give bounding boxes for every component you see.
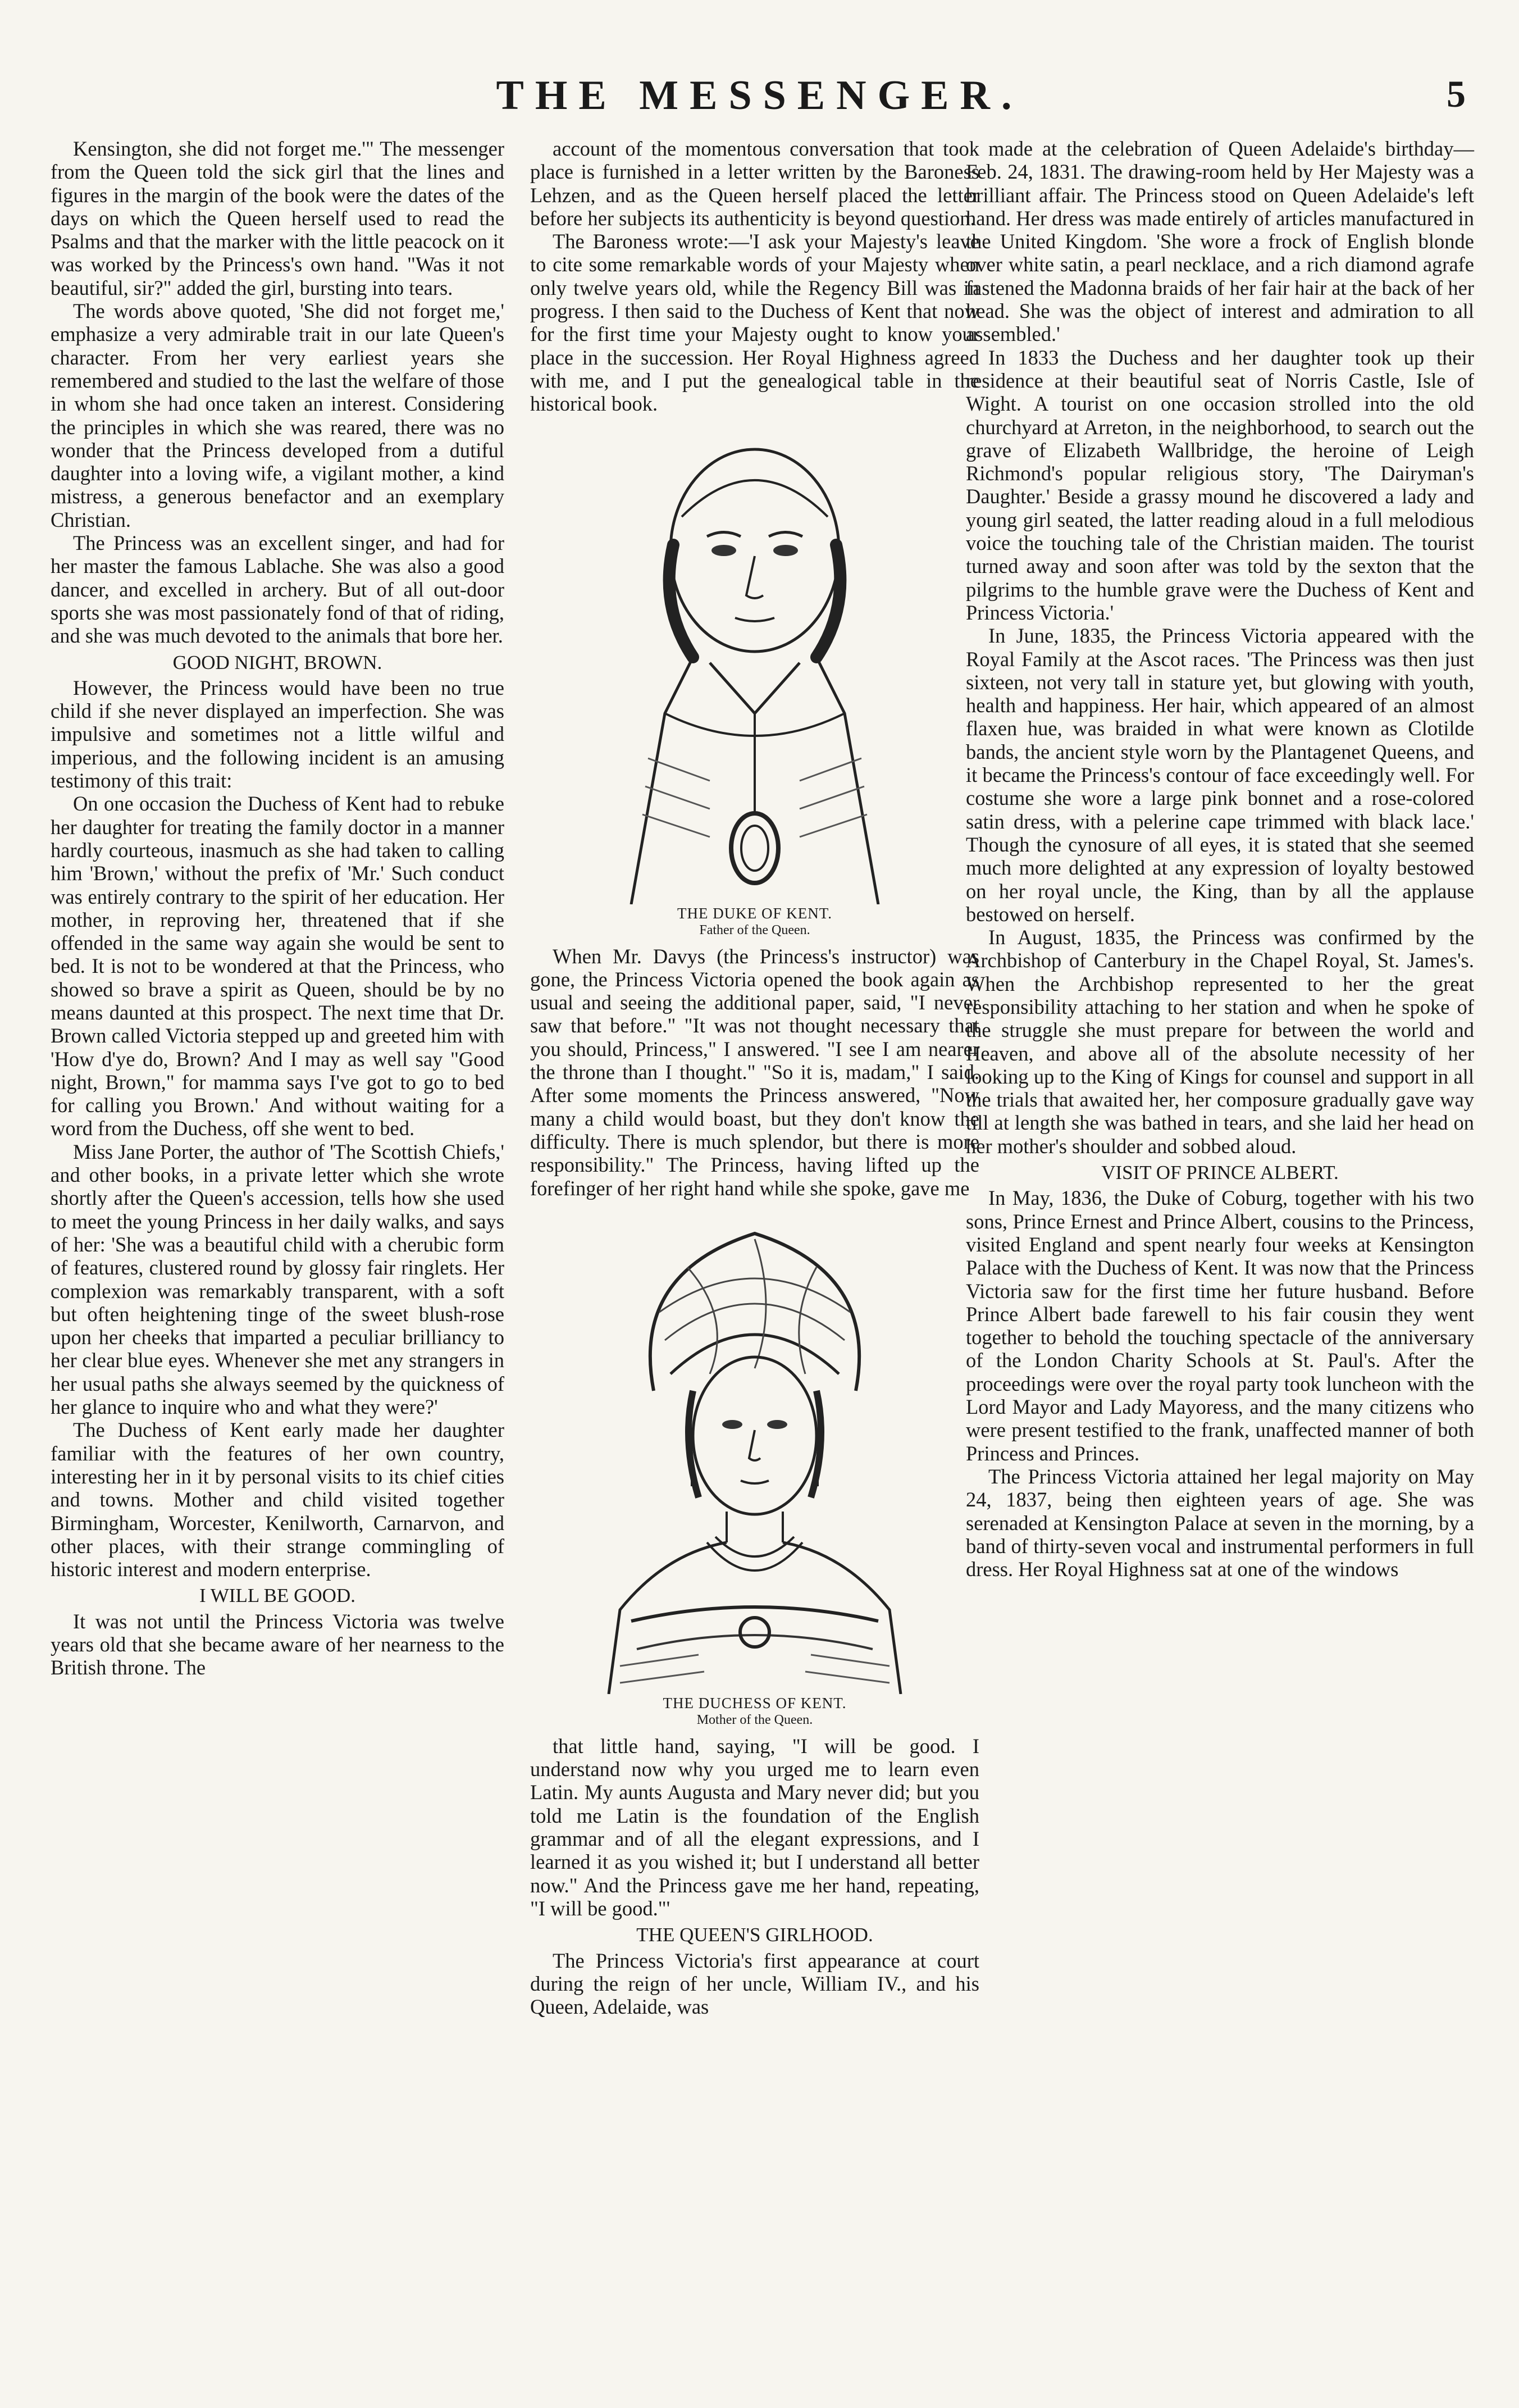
section-heading: VISIT OF PRINCE ALBERT. [1101,1162,1339,1184]
section-heading: GOOD NIGHT, BROWN. [172,651,382,673]
paragraph: In May, 1836, the Duke of Coburg, together with his two sons, Prince Ernest and Prince Albert, cousins to the Princess, visited England and spent nearly four weeks at Kensington Palace with the Duchess of Kent. It was now that the Princess Victoria saw for the first time her future husband. Before Prince Albert bade farewell to his fair cousin they went together to behold the touching spectacle of the anniversary of the London Charity Schools at St. Paul's. After the proceedings were over the royal party took luncheon with the Lord Mayor and Lady Mayoress, and the many citizens who were present testified to the frank, unaffected manner of both Princess and Princes. [966,1186,1474,1465]
section-heading: I WILL BE GOOD. [199,1585,355,1607]
paragraph: The Duchess of Kent early made her daughter familiar with the features of her own country, interesting her in it by personal visits to its chief cities and towns. Mother and child visited together Birmingham, Worcester, Kenilworth, Carnarvon, and other places, with their strange commingling of historic interest and modern enterprise. [51,1418,504,1581]
page-number: 5 [1447,72,1466,115]
paragraph: However, the Princess would have been no true child if she never displayed an imperfection. She was impulsive and sometimes not a little wilful and imperious, and the following incident is an amusing testimony of this trait: [51,676,504,793]
section-heading: THE QUEEN'S GIRLHOOD. [636,1924,873,1946]
column-2-top [530,137,979,416]
masthead: THE MESSENGER. [496,72,1023,119]
column-2 [530,137,979,2018]
figure-duke-caption: THE DUKE OF KENT. [677,904,832,922]
paragraph: Kensington, she did not forget me.'" The messenger from the Queen told the sick girl that the lines and figures in the margin of the book were the dates of the days on which the Queen herself used to read the Psalms and that the marker with the little peacock on it was worked by the Princess's own hand. "Was it not beautiful, sir?" added the girl, bursting into tears. [51,137,504,299]
paragraph: The Princess Victoria's first appearance at court during the reign of her uncle, William IV., and his Queen, Adelaide, was [530,1949,979,2019]
portrait-duke-of-kent [597,421,912,904]
paragraph: made at the celebration of Queen Adelaide's birthday—Feb. 24, 1831. The drawing-room held by Her Majesty was a brilliant affair. The Princess stood on Queen Adelaide's left hand. Her dress was made entirely of articles manufactured in the United Kingdom. 'She wore a frock of English blonde over white satin, a pearl necklace, and a rich diamond agrafe fastened the Madonna braids of her fair hair at the back of her head. She was the object of interest and admiration to all assembled.' [966,137,1474,346]
paragraph: It was not until the Princess Victoria was twelve years old that she became aware of her nearness to the British throne. The [51,1609,504,1679]
column-3 [966,137,1474,1581]
figure-duke-of-kent [530,421,979,938]
paragraph: The words above quoted, 'She did not forget me,' emphasize a very admirable trait in our late Queen's character. From her very earliest years she remembered and studied to the last the welfare of those in whom she had once taken an interest. Considering the principles in which she was reared, there was no wonder that the Princess developed from a dutiful daughter into a loving wife, a vigilant mother, a kind mistress, a generous benefactor and an exemplary Christian. [51,299,504,531]
paragraph: In August, 1835, the Princess was confirmed by the Archbishop of Canterbury in the Chapel Royal, St. James's. When the Archbishop represented to her the great responsibility attaching to her station and when he spoke of the struggle she must prepare for between the world and Heaven, and above all of the absolute necessity of her looking up to the King of Kings for counsel and support in all the trials that awaited her, her composure gradually gave way till at length she was bathed in tears, and she laid her head on her mother's shoulder and sobbed aloud. [966,926,1474,1158]
paragraph: Miss Jane Porter, the author of 'The Scottish Chiefs,' and other books, in a private letter which she wrote shortly after the Queen's accession, tells how she used to meet the young Princess in her daily walks, and says of her: 'She was a beautiful child with a cherubic form of features, clustered round by glossy fair ringlets. Her complexion was remarkably transparent, with a soft but often heightening tinge of the sweet blush-rose upon her cheeks that imparted a peculiar brilliancy to her clear blue eyes. Whenever she met any strangers in her usual paths she always seemed by the quickness of her glance to inquire who and what they were?' [51,1140,504,1419]
figure-duchess-of-kent [530,1205,979,1728]
paragraph: account of the momentous conversation that took place is furnished in a letter written by the Baroness Lehzen, and as the Queen herself placed the letter before her subjects its authenticity is beyond question. [530,137,979,230]
paragraph: The Princess Victoria attained her legal majority on May 24, 1837, being then eighteen years of age. She was serenaded at Kensington Palace at seven in the morning, by a band of thirty-seven vocal and instrumental performers in full dress. Her Royal Highness sat at one of the windows [966,1464,1474,1581]
column-2-middle [530,945,979,1200]
paragraph: In June, 1835, the Princess Victoria appeared with the Royal Family at the Ascot races. 'The Princess was then just sixteen, not very tall in stature yet, but glowing with youth, health and happiness. Her hair, which appeared of an almost flaxen hue, was braided in what were known as Clotilde bands, the ancient style worn by the Plantagenet Queens, and it became the Princess's contour of face exceedingly well. For costume she wore a large pink bonnet and a rose-colored satin dress, with a pelerine cape trimmed with black lace.' Though the cynosure of all eyes, it is stated that she seemed much more delighted at any expression of loyalty bestowed on her royal uncle, the King, than by all the applause bestowed on herself. [966,624,1474,926]
paragraph: When Mr. Davys (the Princess's instructor) was gone, the Princess Victoria opened the book again as usual and seeing the additional paper, said, "I never saw that before." "It was not thought necessary that you should, Princess," I answered. "I see I am nearer the throne than I thought." "So it is, madam," I said. After some moments the Princess answered, "Now many a child would boast, but they don't know the difficulty. There is much splendor, but there is more responsibility." The Princess, having lifted up the forefinger of her right hand while she spoke, gave me [530,944,979,1200]
paragraph: that little hand, saying, "I will be good. I understand now why you urged me to learn even Latin. My aunts Augusta and Mary never did; but you told me Latin is the foundation of the English grammar and of all the elegant expressions, and I learned it as you wished it; but I understand all better now." And the Princess gave me her hand, repeating, "I will be good."' [530,1734,979,1920]
figure-duchess-caption: THE DUCHESS OF KENT. [663,1694,847,1711]
column-2-bottom [530,1735,979,2019]
figure-duke-subcaption: Father of the Queen. [699,922,810,937]
figure-duchess-subcaption: Mother of the Queen. [696,1712,813,1727]
column-1 [51,137,504,1679]
portrait-duchess-of-kent [586,1205,923,1694]
paragraph: The Princess was an excellent singer, and had for her master the famous Lablache. She was also a good dancer, and excelled in archery. But of all out-door sports she was most passionately fond of that of riding, and she was much devoted to the animals that bore her. [51,531,504,648]
paragraph: In 1833 the Duchess and her daughter took up their residence at their beautiful seat of Norris Castle, Isle of Wight. A tourist on one occasion strolled into the old churchyard at Arreton, in the neighborhood, to search out the grave of Elizabeth Wallbridge, the heroine of Leigh Richmond's popular religious story, 'The Dairyman's Daughter.' Beside a grassy mound he discovered a lady and young girl seated, the latter reading aloud in a full melodious voice the touching tale of the Christian maiden. The tourist turned away and soon after was told by the sexton that the pilgrims to the humble grave were the Duchess of Kent and Princess Victoria.' [966,345,1474,624]
paragraph: On one occasion the Duchess of Kent had to rebuke her daughter for treating the family doctor in a manner hardly courteous, inasmuch as she had taken to calling him 'Brown,' without the prefix of 'Mr.' Such conduct was entirely contrary to the spirit of her education. Her mother, in reproving her, threatened that if she offended in the same way again she would be sent to bed. It is not to be wondered at that the Princess, who showed so brave a spirit as Queen, should be by no means daunted at this prospect. The next time that Dr. Brown called Victoria stepped up and greeted him with 'How d'ye do, Brown? And I may as well say "Good night, Brown," for mamma says I've got to go to bed for calling you Brown.' And without waiting for a word from the Duchess, off she went to bed. [51,792,504,1140]
paragraph: The Baroness wrote:—'I ask your Majesty's leave to cite some remarkable words of your Majesty when only twelve years old, while the Regency Bill was in progress. I then said to the Duchess of Kent that now for the first time your Majesty ought to know your place in the succession. Her Royal Highness agreed with me, and I put the genealogical table in the historical book. [530,230,979,416]
